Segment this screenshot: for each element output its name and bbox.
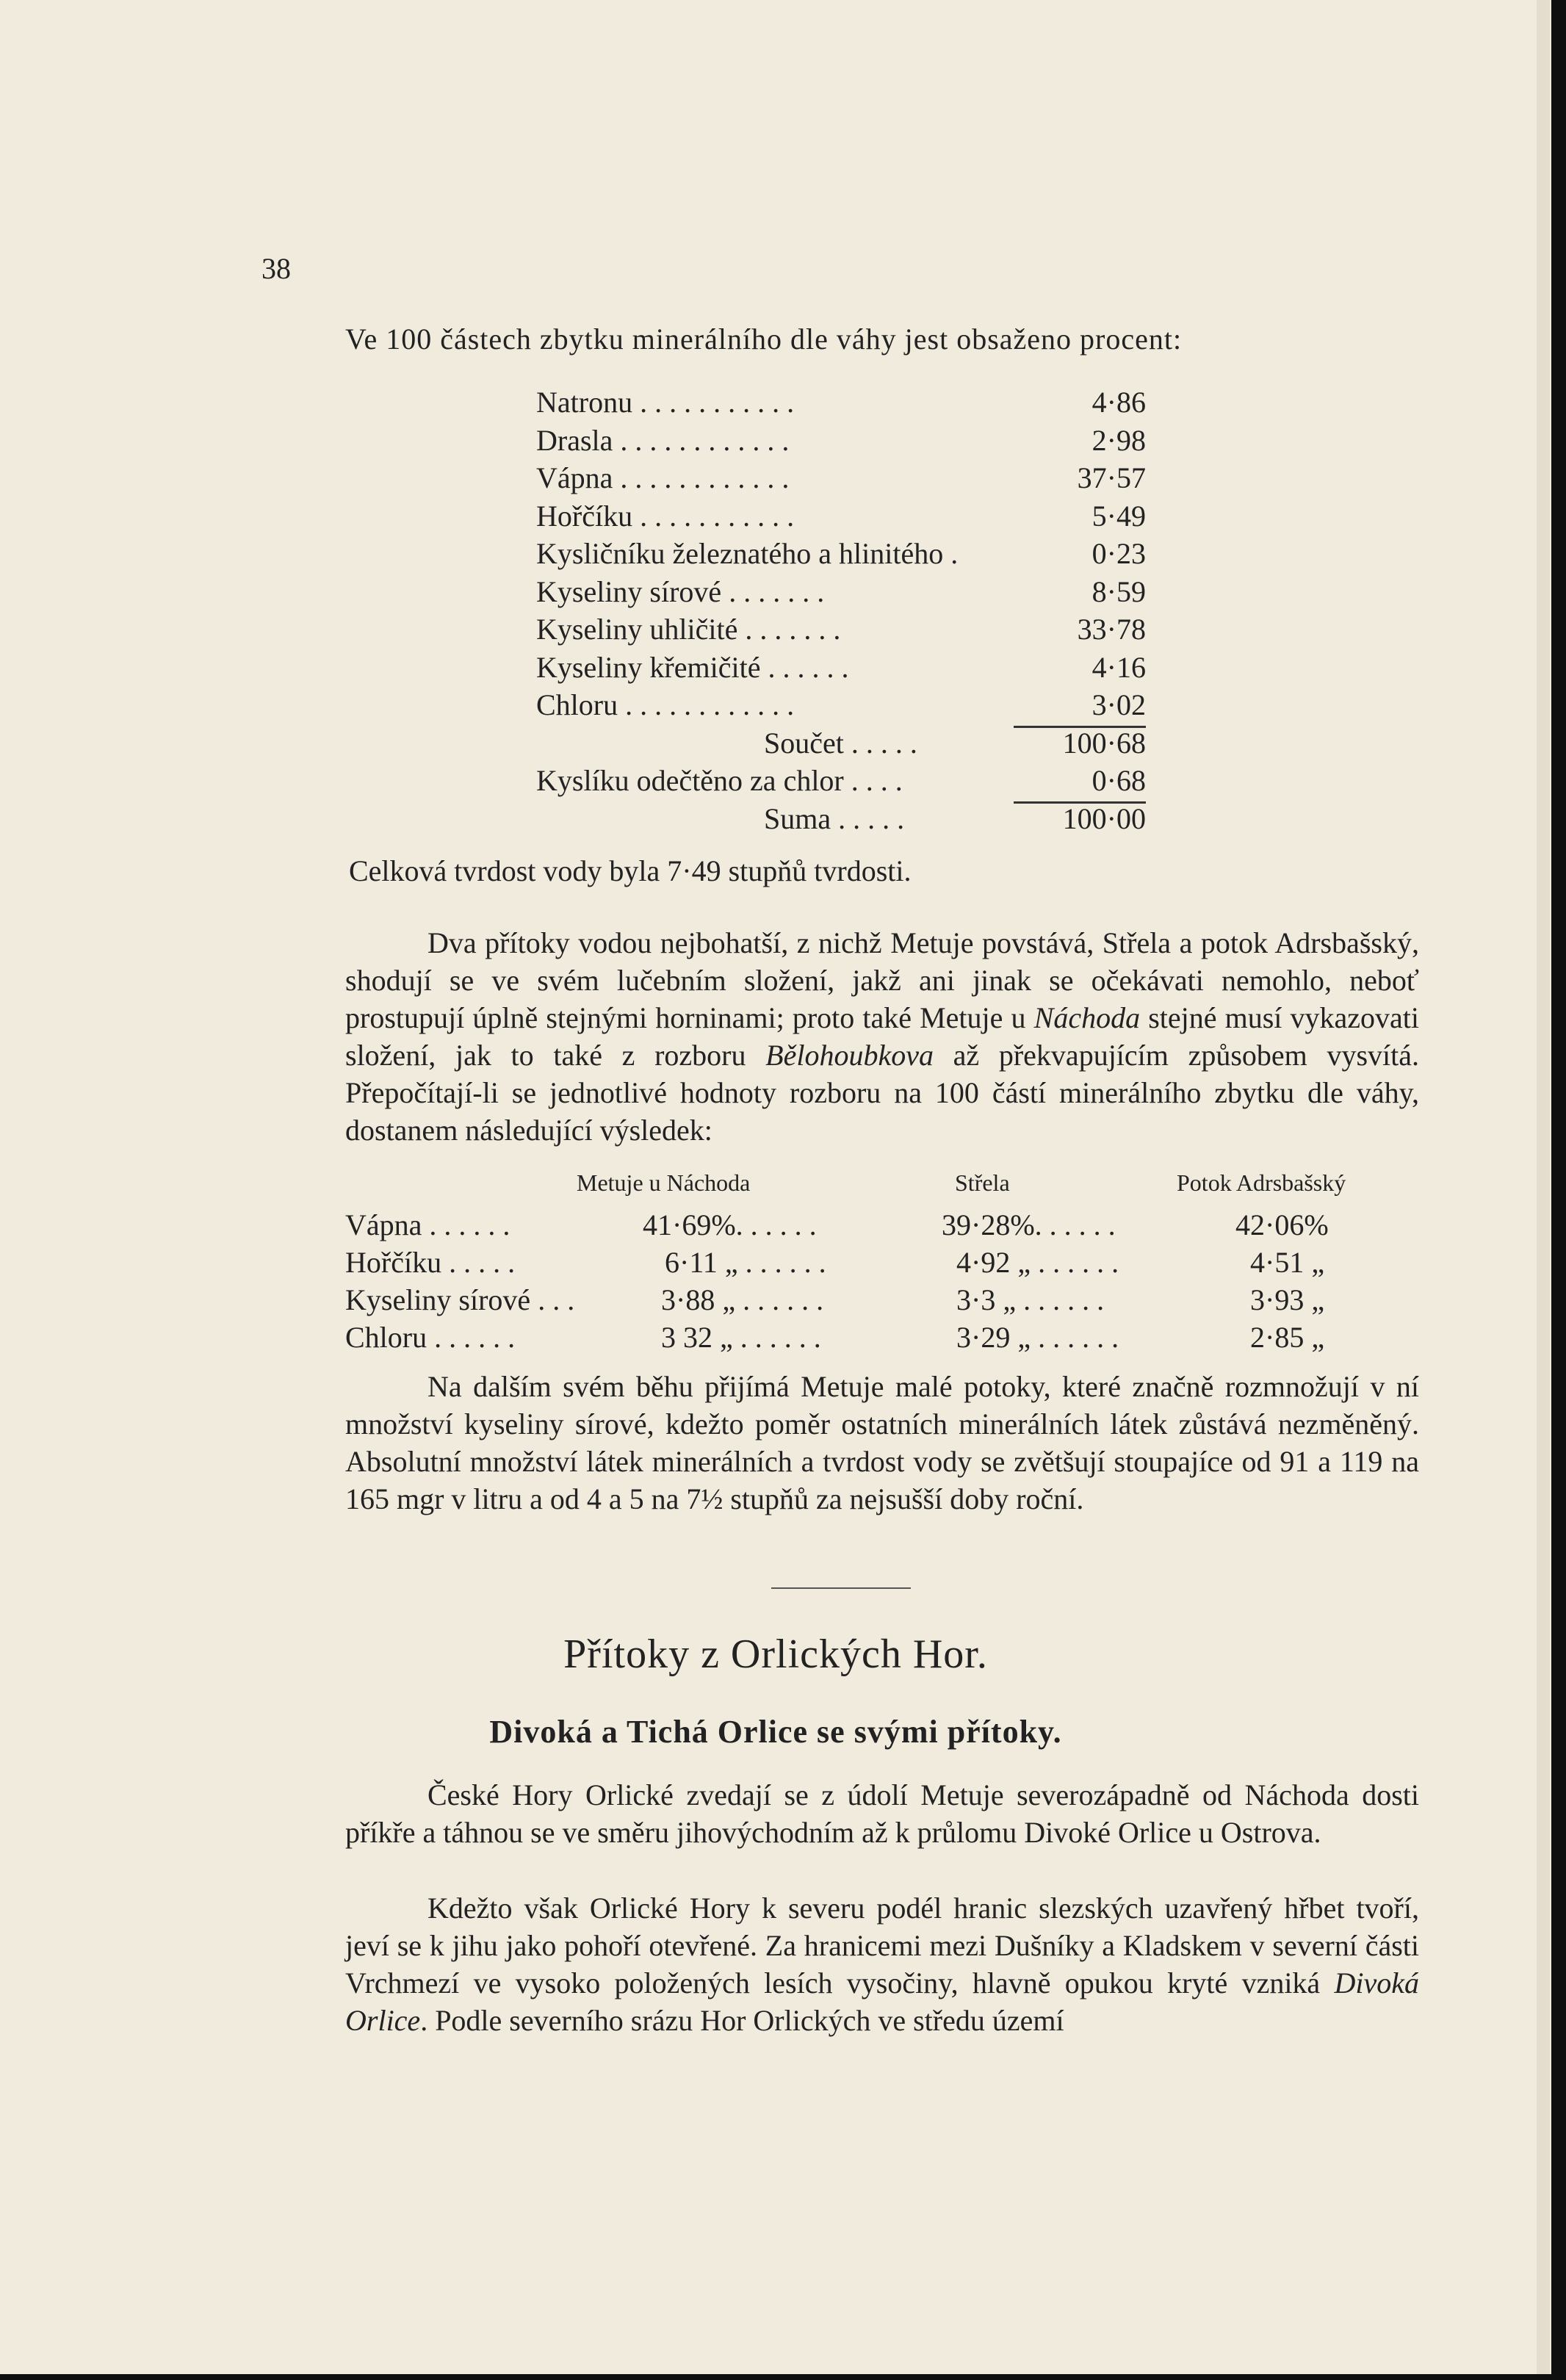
comparison-row: Hořčíku . . . . . 6·11 „ . . . . . . 4·92 „ . . . . . . 4·51 „ — [345, 1246, 1325, 1279]
composition-row: Kyseliny uhličité . . . . . . . 33·78 — [536, 613, 1146, 646]
composition-row: Drasla . . . . . . . . . . . . 2·98 — [536, 423, 1146, 457]
page-edge — [1537, 0, 1550, 2374]
composition-row: Kysličníku železnatého a hlinitého . 0·23 — [536, 537, 1146, 570]
page-number: 38 — [261, 252, 291, 285]
subsection-title: Divoká a Tichá Orlice se svými přítoky. — [489, 1714, 1062, 1750]
paragraph-tributaries: Dva přítoky vodou nejbohatší, z nichž Metuje povstává, Střela a potok Adrsbašský, shodují se ve svém lučebním složení, jakž ani jinak se očekávati nemohlo, neboť prostupují úplně stejnými horninami; proto také Metuje u Náchoda stejné musí vykazovati složení, jak to také z rozboru Bělohoubkova až překvapujícím způsobem vysvítá. Přepočítají-li se jednotlivé hodnoty rozboru na 100 částí minerálního zbytku dle váhy, dostanem následující výsledek: — [345, 926, 1419, 1147]
composition-table — [536, 385, 1146, 839]
composition-row-total: Suma . . . . . 100·00 — [764, 801, 1146, 835]
intro-line: Ve 100 částech zbytku minerálního dle váhy jest obsaženo procent: — [345, 322, 1183, 356]
composition-row-sum: Součet . . . . . 100·68 — [764, 726, 1146, 760]
comparison-table — [345, 1169, 1388, 1357]
composition-row: Natronu . . . . . . . . . . . 4·86 — [536, 386, 1146, 419]
paragraph-orlicke-hory: České Hory Orlické zvedají se z údolí Metuje severozápadně od Náchoda dosti příkře a táhnou se ve směru jihovýchodním až k průlomu Divoké Orlice u Ostrova. — [345, 1778, 1419, 1849]
composition-row: Chloru . . . . . . . . . . . . 3·02 — [536, 688, 1146, 726]
composition-row: Vápna . . . . . . . . . . . . 37·57 — [536, 461, 1146, 494]
header-adrsbassky: Potok Adrsbašský — [1177, 1169, 1346, 1196]
composition-row: Kyslíku odečtěno za chlor . . . . 0·68 — [536, 763, 1146, 801]
section-title: Přítoky z Orlických Hor. — [563, 1631, 988, 1677]
comparison-row: Kyseliny sírové . . . 3·88 „ . . . . . . 3·3 „ . . . . . . 3·93 „ — [345, 1283, 1325, 1316]
comparison-row: Chloru . . . . . . 3 32 „ . . . . . . 3·29 „ . . . . . . 2·85 „ — [345, 1321, 1325, 1354]
header-strela: Střela — [955, 1169, 1010, 1196]
section-divider — [771, 1587, 911, 1589]
paragraph-divoka-orlice: Kdežto však Orlické Hory k severu podél hranic slezských uzavřený hřbet tvoří, jeví se k jihu jako pohoří otevřené. Za hranicemi mezi Dušníky a Kladskem v severní části Vrchmezí ve vysoko položených lesích vysočiny, hlavně opukou kryté vzniká Divoká Orlice. Podle severního srázu Hor Orlických ve středu území — [345, 1892, 1419, 2037]
header-metuje: Metuje u Náchoda — [577, 1169, 751, 1196]
composition-row: Hořčíku . . . . . . . . . . . 5·49 — [536, 499, 1146, 533]
composition-row: Kyseliny křemičité . . . . . . 4·16 — [536, 650, 1146, 684]
comparison-row: Vápna . . . . . . 41·69%. . . . . . 39·28%. . . . . . 42·06% — [345, 1208, 1329, 1241]
hardness-line: Celková tvrdost vody byla 7·49 stupňů tvrdosti. — [349, 854, 912, 887]
composition-row: Kyseliny sírové . . . . . . . 8·59 — [536, 574, 1146, 608]
comparison-header — [345, 1169, 1388, 1208]
paragraph-further-course: Na dalším svém běhu přijímá Metuje malé potoky, které značně rozmnožují v ní množství kyseliny sírové, kdežto poměr ostatních minerálních látek zůstává nezměněný. Absolutní množství látek minerálních a tvrdost vody se zvětšují stoupajíce od 91 a 119 na 165 mgr v litru a od 4 a 5 na 7½ stupňů za nejsušší doby roční. — [345, 1370, 1419, 1515]
